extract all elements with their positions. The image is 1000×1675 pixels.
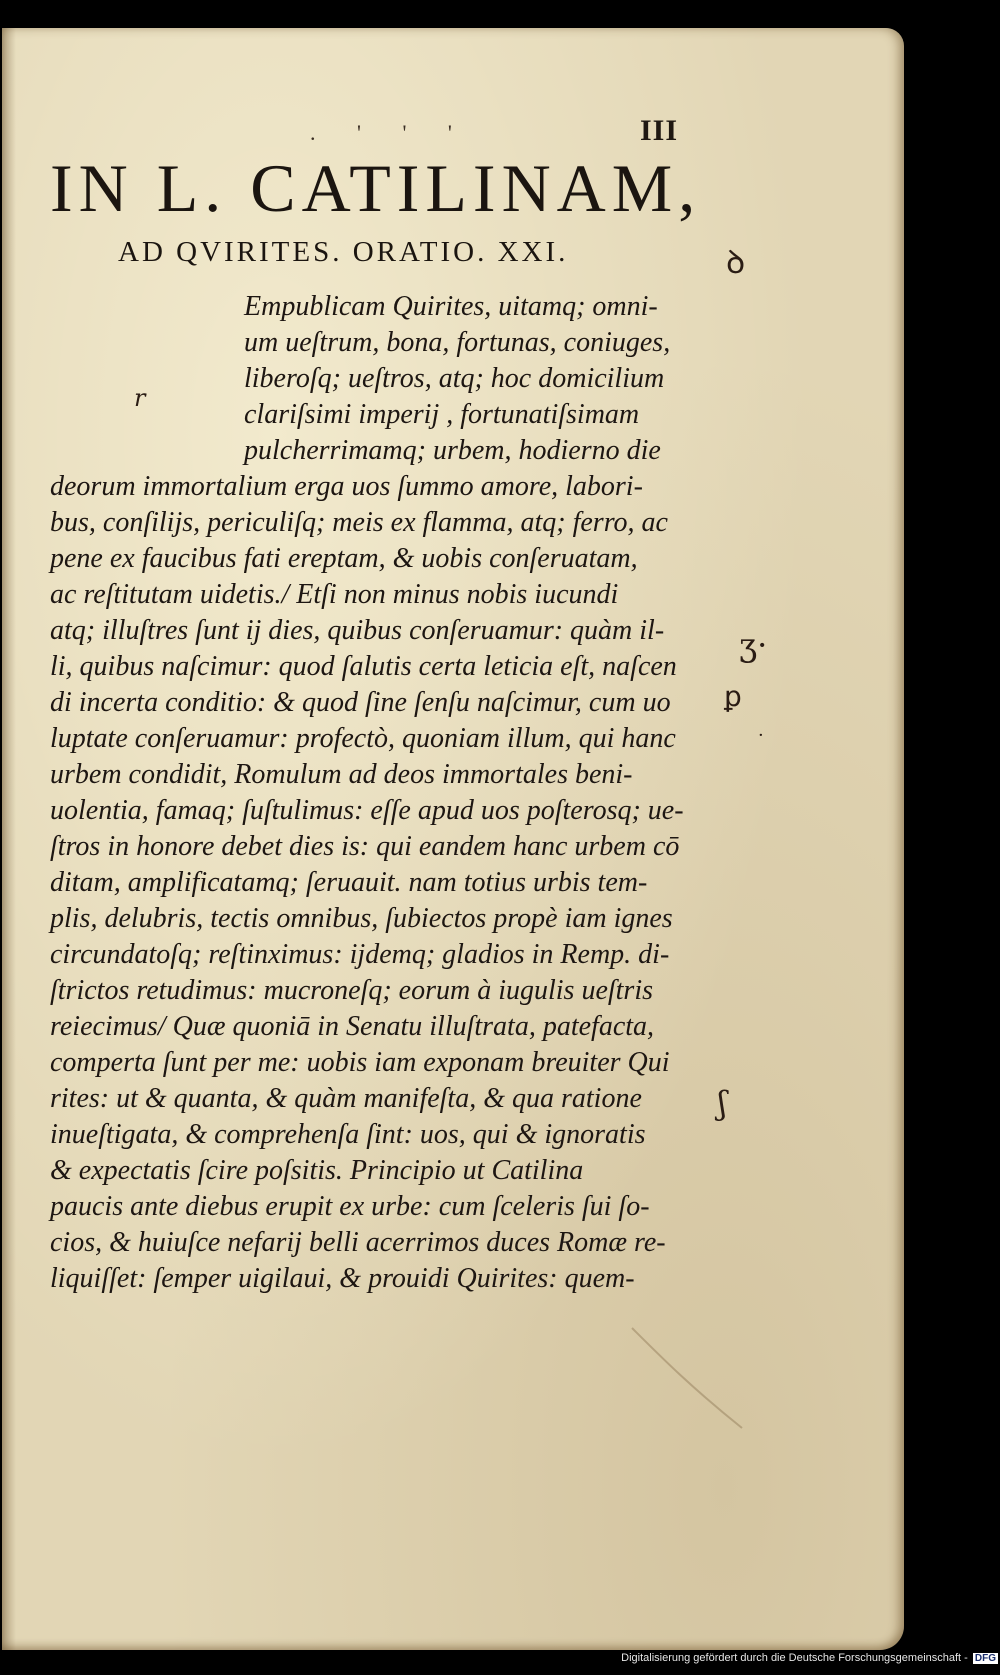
margin-note: ꝑ bbox=[724, 680, 742, 713]
text-line: di incerta conditio: & quod ſine ſenſu naſcimur, cum uo bbox=[50, 687, 671, 718]
text-line: pulcherrimamq; urbem, hodierno die bbox=[244, 435, 661, 466]
text-line: inueſtigata, & comprehenſa ſint: uos, qui & ignoratis bbox=[50, 1119, 646, 1150]
text-line: paucis ante diebus erupit ex urbe: cum ſceleris ſui ſo- bbox=[50, 1191, 650, 1222]
paper-crease-mark bbox=[622, 1318, 762, 1438]
oration-text bbox=[2, 28, 904, 1650]
margin-note: ꝺ bbox=[726, 243, 746, 281]
text-line: luptate conſeruamur: profectò, quoniam illum, qui hanc bbox=[50, 723, 676, 754]
text-line: plis, delubris, tectis omnibus, ſubiectos propè iam ignes bbox=[50, 903, 673, 934]
page-title: IN L. CATILINAM, bbox=[50, 150, 702, 226]
text-line: ſtrictos retudimus: mucroneſq; eorum à iugulis ueſtris bbox=[50, 975, 653, 1006]
text-line: Empublicam Quirites, uitamq; omni- bbox=[244, 291, 658, 322]
margin-note: ʃ bbox=[718, 1084, 727, 1122]
dfg-logo: DFG bbox=[974, 1653, 996, 1664]
book-page bbox=[2, 28, 904, 1650]
text-line: reiecimus/ Quæ quoniā in Senatu illuſtrata, patefacta, bbox=[50, 1011, 655, 1042]
text-line: li, quibus naſcimur: quod ſalutis certa leticia eſt, naſcen bbox=[50, 651, 677, 682]
text-line: cios, & huiuſce nefarij belli acerrimos duces Romæ re- bbox=[50, 1227, 666, 1258]
text-line: ac reſtitutam uidetis./ Etſi non minus nobis iucundi bbox=[50, 579, 619, 610]
page-subtitle: AD QVIRITES. ORATIO. XXI. bbox=[118, 236, 569, 268]
digitization-footer bbox=[606, 1652, 998, 1670]
text-line: uolentia, famaq; ſuſtulimus: eſſe apud uos poſterosq; ue- bbox=[50, 795, 684, 826]
text-line: ſtros in honore debet dies is: qui eandem hanc urbem cō bbox=[50, 831, 680, 862]
text-line: pene ex faucibus fati ereptam, & uobis conſeruatam, bbox=[50, 543, 638, 574]
margin-note: ʒ· bbox=[739, 626, 768, 664]
text-line: urbem condidit, Romulum ad deos immortales beni- bbox=[50, 759, 633, 790]
text-line: atq; illuſtres ſunt ij dies, quibus conſeruamur: quàm il- bbox=[50, 615, 665, 646]
text-line: & expectatis ſcire poſsitis. Principio ut Catilina bbox=[50, 1155, 584, 1186]
text-line: rites: ut & quanta, & quàm manifeſta, & qua ratione bbox=[50, 1083, 642, 1114]
text-line: bus, conſilijs, periculiſq; meis ex flamma, atq; ferro, ac bbox=[50, 507, 668, 538]
margin-letter-r: r bbox=[134, 384, 146, 412]
text-line: comperta ſunt per me: uobis iam exponam breuiter Qui bbox=[50, 1047, 670, 1078]
footer-text: Digitalisierung gefördert durch die Deutsche Forschungsgemeinschaft - bbox=[621, 1652, 968, 1664]
header-dots: . ' ' ' bbox=[310, 120, 470, 145]
text-line: ditam, amplificatamq; ſeruauit. nam totius urbis tem- bbox=[50, 867, 648, 898]
text-line: um ueſtrum, bona, fortunas, coniuges, bbox=[244, 327, 671, 358]
text-line: liberoſq; ueſtros, atq; hoc domicilium bbox=[244, 363, 665, 394]
text-line: liquiſſet: ſemper uigilaui, & prouidi Quirites: quem- bbox=[50, 1263, 635, 1294]
text-line: circundatoſq; reſtinximus: ijdemq; gladios in Remp. di- bbox=[50, 939, 670, 970]
text-line: deorum immortalium erga uos ſummo amore, labori- bbox=[50, 471, 643, 502]
margin-note: · bbox=[758, 725, 764, 746]
folio-number: III bbox=[640, 114, 679, 147]
text-line: clariſsimi imperij , fortunatiſsimam bbox=[244, 399, 640, 430]
